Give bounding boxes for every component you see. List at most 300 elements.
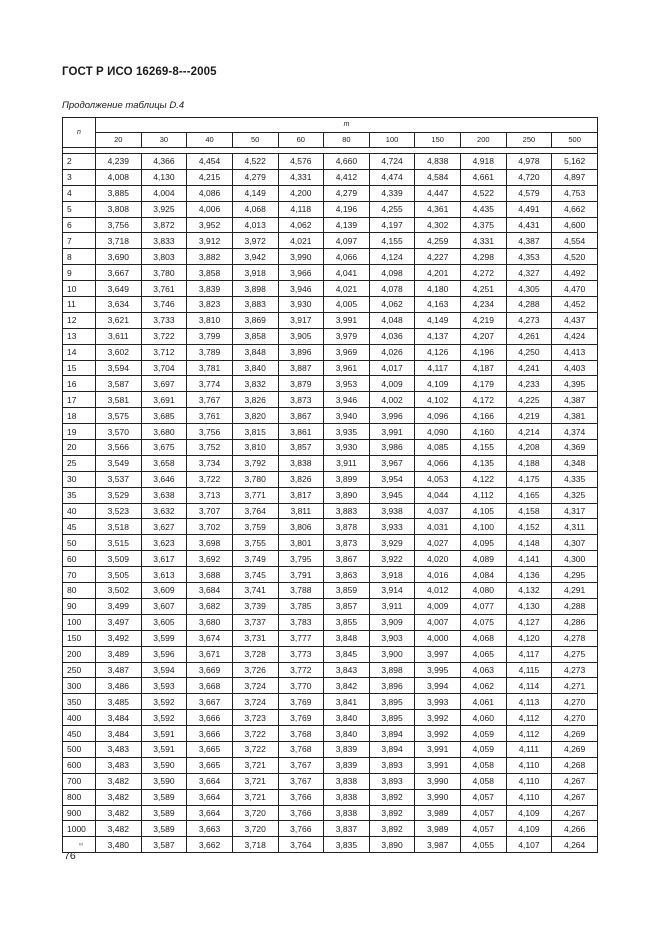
- value-cell: 4,187: [461, 360, 507, 376]
- value-cell: 3,728: [232, 646, 278, 662]
- row-n-cell: 20: [63, 440, 96, 456]
- value-cell: 3,991: [324, 312, 370, 328]
- value-cell: 4,576: [278, 154, 324, 170]
- value-cell: 4,112: [506, 726, 552, 742]
- table-row: [63, 249, 598, 265]
- value-cell: 4,978: [506, 154, 552, 170]
- value-cell: 4,057: [461, 789, 507, 805]
- value-cell: 3,769: [278, 694, 324, 710]
- value-cell: 4,036: [369, 328, 415, 344]
- value-cell: 3,893: [369, 757, 415, 773]
- value-cell: 4,520: [552, 249, 598, 265]
- value-cell: 4,662: [552, 201, 598, 217]
- table-row: [63, 726, 598, 742]
- value-cell: 4,021: [324, 281, 370, 297]
- value-cell: 3,605: [141, 614, 187, 630]
- value-cell: 3,995: [415, 662, 461, 678]
- value-cell: 4,085: [415, 440, 461, 456]
- value-cell: 3,815: [232, 424, 278, 440]
- value-cell: 3,665: [187, 757, 233, 773]
- value-cell: 3,911: [324, 455, 370, 471]
- value-cell: 3,704: [141, 360, 187, 376]
- row-n-cell: 100: [63, 614, 96, 630]
- value-cell: 3,890: [324, 487, 370, 503]
- table-row: [63, 471, 598, 487]
- row-n-cell: 80: [63, 583, 96, 599]
- value-cell: 4,395: [552, 376, 598, 392]
- value-cell: 4,214: [506, 424, 552, 440]
- value-cell: 4,200: [278, 185, 324, 201]
- value-cell: 3,722: [187, 471, 233, 487]
- value-cell: 3,930: [324, 440, 370, 456]
- table-row: [63, 757, 598, 773]
- value-cell: 4,055: [461, 837, 507, 853]
- value-cell: 4,250: [506, 344, 552, 360]
- value-cell: 3,879: [278, 376, 324, 392]
- value-cell: 3,664: [187, 773, 233, 789]
- value-cell: 3,810: [232, 440, 278, 456]
- m-column-header: 40: [187, 133, 233, 148]
- value-cell: 4,148: [506, 535, 552, 551]
- value-cell: 4,522: [461, 185, 507, 201]
- value-cell: 3,497: [96, 614, 142, 630]
- value-cell: 4,266: [552, 821, 598, 837]
- row-n-cell: 150: [63, 630, 96, 646]
- value-cell: 4,096: [415, 408, 461, 424]
- value-cell: 3,739: [232, 598, 278, 614]
- value-cell: 3,769: [278, 710, 324, 726]
- m-column-header: 20: [96, 133, 142, 148]
- value-cell: 3,940: [324, 408, 370, 424]
- value-cell: 3,935: [324, 424, 370, 440]
- value-cell: 3,590: [141, 757, 187, 773]
- value-cell: 3,986: [369, 440, 415, 456]
- value-cell: 3,896: [278, 344, 324, 360]
- value-cell: 3,602: [96, 344, 142, 360]
- value-cell: 3,942: [232, 249, 278, 265]
- value-cell: 3,801: [278, 535, 324, 551]
- value-cell: 4,361: [415, 201, 461, 217]
- value-cell: 4,251: [461, 281, 507, 297]
- value-cell: 4,068: [232, 201, 278, 217]
- table-row: [63, 328, 598, 344]
- value-cell: 3,803: [141, 249, 187, 265]
- value-cell: 4,084: [461, 567, 507, 583]
- value-cell: 4,291: [552, 583, 598, 599]
- value-cell: 3,857: [278, 440, 324, 456]
- value-cell: 3,835: [324, 837, 370, 853]
- value-cell: 3,820: [232, 408, 278, 424]
- value-cell: 3,724: [232, 694, 278, 710]
- value-cell: 3,839: [324, 741, 370, 757]
- row-n-cell: 450: [63, 726, 96, 742]
- value-cell: 4,066: [324, 249, 370, 265]
- row-n-cell: 15: [63, 360, 96, 376]
- value-cell: 4,158: [506, 503, 552, 519]
- value-cell: 4,492: [552, 265, 598, 281]
- value-cell: 3,667: [96, 265, 142, 281]
- value-cell: 4,006: [187, 201, 233, 217]
- value-cell: 3,518: [96, 519, 142, 535]
- value-cell: 4,325: [552, 487, 598, 503]
- row-n-cell: 12: [63, 312, 96, 328]
- value-cell: 3,930: [278, 297, 324, 313]
- value-cell: 4,021: [278, 233, 324, 249]
- table-row: [63, 805, 598, 821]
- value-cell: 4,109: [506, 805, 552, 821]
- value-cell: 4,102: [415, 392, 461, 408]
- value-cell: 4,090: [415, 424, 461, 440]
- value-cell: 4,126: [415, 344, 461, 360]
- value-cell: 4,066: [415, 455, 461, 471]
- value-cell: 3,680: [187, 614, 233, 630]
- value-cell: 3,591: [141, 726, 187, 742]
- value-cell: 3,594: [141, 662, 187, 678]
- value-cell: 3,832: [232, 376, 278, 392]
- value-cell: 3,945: [369, 487, 415, 503]
- value-cell: 3,900: [369, 646, 415, 662]
- value-cell: 3,766: [278, 805, 324, 821]
- value-cell: 4,838: [415, 154, 461, 170]
- value-cell: 3,746: [141, 297, 187, 313]
- value-cell: 3,917: [278, 312, 324, 328]
- value-cell: 3,665: [187, 741, 233, 757]
- value-cell: 3,634: [96, 297, 142, 313]
- value-cell: 3,842: [324, 678, 370, 694]
- value-cell: 3,766: [278, 789, 324, 805]
- value-cell: 3,795: [278, 551, 324, 567]
- row-n-cell: 60: [63, 551, 96, 567]
- value-cell: 4,474: [369, 169, 415, 185]
- value-cell: 3,523: [96, 503, 142, 519]
- row-n-cell: 2: [63, 154, 96, 170]
- value-cell: 4,661: [461, 169, 507, 185]
- value-cell: 4,058: [461, 757, 507, 773]
- value-cell: 4,020: [415, 551, 461, 567]
- value-cell: 3,895: [369, 710, 415, 726]
- value-cell: 3,737: [232, 614, 278, 630]
- value-cell: 3,909: [369, 614, 415, 630]
- value-cell: 4,369: [552, 440, 598, 456]
- table-row: [63, 392, 598, 408]
- value-cell: 4,044: [415, 487, 461, 503]
- value-cell: 4,279: [232, 169, 278, 185]
- value-cell: 4,219: [461, 312, 507, 328]
- value-cell: 3,570: [96, 424, 142, 440]
- row-n-cell: 200: [63, 646, 96, 662]
- value-cell: 3,933: [369, 519, 415, 535]
- value-cell: 3,992: [415, 726, 461, 742]
- table-row: [63, 646, 598, 662]
- table-body: [63, 148, 598, 853]
- value-cell: 4,196: [324, 201, 370, 217]
- value-cell: 3,918: [369, 567, 415, 583]
- value-cell: 4,437: [552, 312, 598, 328]
- value-cell: 3,837: [324, 821, 370, 837]
- value-cell: 3,969: [324, 344, 370, 360]
- value-cell: 3,485: [96, 694, 142, 710]
- value-cell: 5,162: [552, 154, 598, 170]
- value-cell: 3,726: [232, 662, 278, 678]
- value-cell: 3,771: [232, 487, 278, 503]
- value-cell: 4,447: [415, 185, 461, 201]
- value-cell: 3,667: [187, 694, 233, 710]
- value-cell: 3,721: [232, 773, 278, 789]
- value-cell: 3,840: [232, 360, 278, 376]
- value-cell: 3,509: [96, 551, 142, 567]
- value-cell: 4,053: [415, 471, 461, 487]
- value-cell: 4,554: [552, 233, 598, 249]
- value-cell: 3,591: [141, 741, 187, 757]
- value-cell: 3,723: [232, 710, 278, 726]
- value-cell: 3,894: [369, 726, 415, 742]
- value-cell: 3,489: [96, 646, 142, 662]
- value-cell: 4,080: [461, 583, 507, 599]
- table-row: [63, 551, 598, 567]
- table-row: [63, 217, 598, 233]
- value-cell: 4,172: [461, 392, 507, 408]
- value-cell: 3,575: [96, 408, 142, 424]
- row-n-cell: 18: [63, 408, 96, 424]
- value-cell: 4,897: [552, 169, 598, 185]
- value-cell: 4,305: [506, 281, 552, 297]
- value-cell: 3,733: [141, 312, 187, 328]
- value-cell: 4,160: [461, 424, 507, 440]
- value-cell: 3,872: [141, 217, 187, 233]
- value-cell: 4,048: [369, 312, 415, 328]
- value-cell: 4,062: [278, 217, 324, 233]
- value-cell: 3,483: [96, 741, 142, 757]
- value-cell: 3,607: [141, 598, 187, 614]
- row-n-cell: 4: [63, 185, 96, 201]
- value-cell: 3,722: [232, 741, 278, 757]
- value-cell: 4,059: [461, 741, 507, 757]
- value-cell: 4,273: [552, 662, 598, 678]
- value-cell: 4,331: [461, 233, 507, 249]
- value-cell: 4,031: [415, 519, 461, 535]
- row-n-cell: 14: [63, 344, 96, 360]
- value-cell: 4,027: [415, 535, 461, 551]
- value-cell: 4,008: [96, 169, 142, 185]
- value-cell: 3,785: [278, 598, 324, 614]
- row-n-cell: 70: [63, 567, 96, 583]
- value-cell: 3,898: [232, 281, 278, 297]
- value-cell: 4,107: [506, 837, 552, 853]
- table-caption: Продолжение таблицы D.4: [62, 100, 185, 111]
- value-cell: 4,454: [187, 154, 233, 170]
- value-cell: 3,761: [187, 408, 233, 424]
- row-n-cell: 5: [63, 201, 96, 217]
- value-cell: 4,013: [232, 217, 278, 233]
- value-cell: 4,115: [506, 662, 552, 678]
- value-cell: 3,589: [141, 789, 187, 805]
- value-cell: 4,095: [461, 535, 507, 551]
- value-cell: 3,839: [324, 757, 370, 773]
- value-cell: 3,989: [415, 821, 461, 837]
- value-cell: 4,114: [506, 678, 552, 694]
- value-cell: 3,722: [232, 726, 278, 742]
- value-cell: 4,009: [415, 598, 461, 614]
- value-cell: 4,149: [415, 312, 461, 328]
- value-cell: 3,482: [96, 821, 142, 837]
- value-cell: 4,413: [552, 344, 598, 360]
- value-cell: 3,664: [187, 805, 233, 821]
- value-cell: 4,179: [461, 376, 507, 392]
- value-cell: 4,307: [552, 535, 598, 551]
- value-cell: 3,855: [324, 614, 370, 630]
- document-title: ГОСТ Р ИСО 16269-8---2005: [62, 66, 217, 78]
- value-cell: 3,838: [324, 773, 370, 789]
- value-cell: 4,375: [461, 217, 507, 233]
- value-cell: 4,579: [506, 185, 552, 201]
- value-cell: 3,767: [187, 392, 233, 408]
- value-cell: 4,208: [506, 440, 552, 456]
- value-cell: 4,165: [506, 487, 552, 503]
- value-cell: 3,911: [369, 598, 415, 614]
- value-cell: 3,991: [369, 424, 415, 440]
- value-cell: 4,180: [415, 281, 461, 297]
- value-cell: 4,060: [461, 710, 507, 726]
- value-cell: 4,327: [506, 265, 552, 281]
- table-row: [63, 312, 598, 328]
- value-cell: 3,611: [96, 328, 142, 344]
- value-cell: 4,063: [461, 662, 507, 678]
- value-cell: 3,938: [369, 503, 415, 519]
- table-row: [63, 265, 598, 281]
- m-column-header: 200: [461, 133, 507, 148]
- value-cell: 3,774: [187, 376, 233, 392]
- row-n-cell: 3: [63, 169, 96, 185]
- value-cell: 3,609: [141, 583, 187, 599]
- value-cell: 4,207: [461, 328, 507, 344]
- value-cell: 3,883: [324, 503, 370, 519]
- value-cell: 4,264: [552, 837, 598, 853]
- value-cell: 3,905: [278, 328, 324, 344]
- value-cell: 3,903: [369, 630, 415, 646]
- row-n-cell: 8: [63, 249, 96, 265]
- value-cell: 3,646: [141, 471, 187, 487]
- row-n-cell: 300: [63, 678, 96, 694]
- value-cell: 4,286: [552, 614, 598, 630]
- value-cell: 3,766: [278, 821, 324, 837]
- row-n-cell: 16: [63, 376, 96, 392]
- table-row: [63, 487, 598, 503]
- value-cell: 3,882: [187, 249, 233, 265]
- n-column-header: n: [63, 118, 96, 148]
- value-cell: 4,233: [506, 376, 552, 392]
- value-cell: 4,061: [461, 694, 507, 710]
- value-cell: 3,892: [369, 789, 415, 805]
- value-cell: 4,078: [369, 281, 415, 297]
- value-cell: 3,878: [324, 519, 370, 535]
- value-cell: 4,130: [506, 598, 552, 614]
- table-row: [63, 694, 598, 710]
- value-cell: 3,781: [187, 360, 233, 376]
- row-n-cell: 50: [63, 535, 96, 551]
- table-row: [63, 614, 598, 630]
- value-cell: 3,845: [324, 646, 370, 662]
- value-cell: 4,201: [415, 265, 461, 281]
- value-cell: 3,791: [278, 567, 324, 583]
- value-cell: 3,922: [369, 551, 415, 567]
- value-cell: 3,895: [369, 694, 415, 710]
- table-row: [63, 630, 598, 646]
- value-cell: 3,587: [96, 376, 142, 392]
- value-cell: 4,016: [415, 567, 461, 583]
- value-cell: 3,777: [278, 630, 324, 646]
- value-cell: 3,663: [187, 821, 233, 837]
- value-cell: 4,261: [506, 328, 552, 344]
- value-cell: 4,660: [324, 154, 370, 170]
- value-cell: 3,972: [232, 233, 278, 249]
- value-cell: 3,712: [141, 344, 187, 360]
- table-row: [63, 503, 598, 519]
- value-cell: 3,745: [232, 567, 278, 583]
- value-cell: 3,592: [141, 710, 187, 726]
- value-cell: 3,991: [415, 757, 461, 773]
- value-cell: 3,833: [141, 233, 187, 249]
- value-cell: 3,838: [324, 805, 370, 821]
- value-cell: 3,979: [324, 328, 370, 344]
- value-cell: 4,267: [552, 789, 598, 805]
- value-cell: 3,649: [96, 281, 142, 297]
- value-cell: 3,826: [232, 392, 278, 408]
- value-cell: 4,288: [552, 598, 598, 614]
- table-row: [63, 519, 598, 535]
- value-cell: 4,225: [506, 392, 552, 408]
- value-cell: 3,863: [324, 567, 370, 583]
- table-row: [63, 598, 598, 614]
- value-cell: 4,196: [461, 344, 507, 360]
- value-cell: 3,691: [141, 392, 187, 408]
- value-cell: 3,946: [324, 392, 370, 408]
- value-cell: 3,858: [232, 328, 278, 344]
- value-cell: 4,255: [369, 201, 415, 217]
- value-cell: 4,113: [506, 694, 552, 710]
- value-cell: 3,755: [232, 535, 278, 551]
- value-cell: 4,058: [461, 773, 507, 789]
- value-cell: 3,724: [232, 678, 278, 694]
- value-cell: 3,669: [187, 662, 233, 678]
- value-cell: 3,590: [141, 773, 187, 789]
- value-cell: 4,097: [324, 233, 370, 249]
- value-cell: 4,273: [506, 312, 552, 328]
- value-cell: 3,632: [141, 503, 187, 519]
- value-cell: 4,720: [506, 169, 552, 185]
- value-cell: 3,697: [141, 376, 187, 392]
- row-n-cell: 90: [63, 598, 96, 614]
- value-cell: 4,149: [232, 185, 278, 201]
- value-cell: 3,666: [187, 710, 233, 726]
- value-cell: 4,163: [415, 297, 461, 313]
- value-cell: 3,893: [369, 773, 415, 789]
- value-cell: 3,627: [141, 519, 187, 535]
- value-cell: 4,348: [552, 455, 598, 471]
- m-column-group-header: m: [96, 118, 598, 133]
- value-cell: 3,718: [232, 837, 278, 853]
- value-cell: 4,584: [415, 169, 461, 185]
- value-cell: 3,593: [141, 678, 187, 694]
- value-cell: 3,859: [324, 583, 370, 599]
- table-row: [63, 408, 598, 424]
- value-cell: 4,339: [369, 185, 415, 201]
- value-cell: 3,684: [187, 583, 233, 599]
- value-cell: 3,592: [141, 694, 187, 710]
- value-cell: 3,952: [187, 217, 233, 233]
- value-cell: 3,966: [278, 265, 324, 281]
- m-column-header: 250: [506, 133, 552, 148]
- value-cell: 4,753: [552, 185, 598, 201]
